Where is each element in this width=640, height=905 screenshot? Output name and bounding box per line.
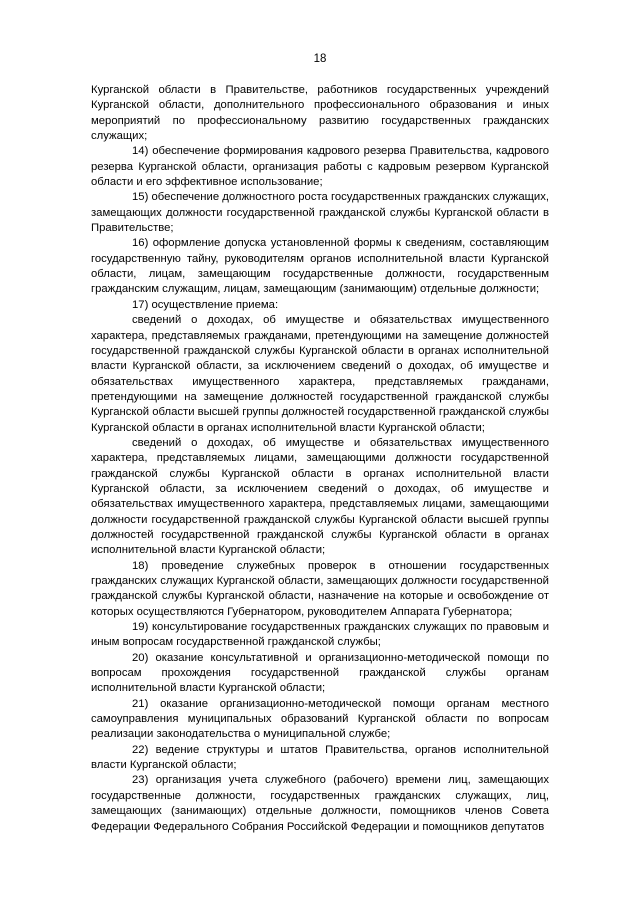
paragraph: 22) ведение структуры и штатов Правительства, органов исполнительной власти Курганской области; xyxy=(91,743,549,772)
paragraph: 20) оказание консультативной и организационно-методической помощи по вопросам прохождения государственной гражданской службы органам исполнительной власти Курганской области; xyxy=(91,651,549,695)
page-number: 18 xyxy=(313,53,327,65)
paragraph: 14) обеспечение формирования кадрового резерва Правительства, кадрового резерва Курганской области, организация работы с кадровым резервом Курганской области и его эффективное использование; xyxy=(91,145,549,189)
paragraph: 15) обеспечение должностного роста государственных гражданских служащих, замещающих должности государственной гражданской службы Курганской области в Правительстве; xyxy=(91,191,549,235)
paragraph: 17) осуществление приема: xyxy=(132,298,279,311)
paragraph: 23) организация учета служебного (рабочего) времени лиц, замещающих государственные должности, государственных гражданских служащих, лиц, замещающих (занимающих) отдельные должности, помощников членов Совета Федерации Федерального Собрания Российской Федерации и помощников депутатов xyxy=(91,774,549,833)
paragraph: 16) оформление допуска установленной формы к сведениям, составляющим государственную тайну, руководителям органов исполнительной власти Курганской области, лицам, замещающим государственные должности, государственным гражданским служащим, лицам, замещающим (занимающим) отдельные должности; xyxy=(91,237,549,296)
paragraph: 21) оказание организационно-методической помощи органам местного самоуправления муниципальных образований Курганской области по вопросам реализации законодательства о муниципальной службе; xyxy=(91,697,549,741)
paragraph: Курганской области в Правительстве, работников государственных учреждений Курганской области, дополнительного профессионального образования и иных мероприятий по профессиональному развитию государственных гражданских служащих; xyxy=(91,84,549,143)
document-body xyxy=(91,83,549,835)
paragraph: 19) консультирование государственных гражданских служащих по правовым и иным вопросам государственной гражданской службы; xyxy=(91,621,549,649)
paragraph: сведений о доходах, об имуществе и обязательствах имущественного характера, представляемых лицами, замещающими должности государственной гражданской службы Курганской области в органах исполнительной власти Курганской области, за исключением сведений о доходах, об имуществе и обязательствах имущественного характера, представляемых лицами, замещающими должности государственной гражданской службы Курганской области высшей группы должностей государственной гражданской службы Курганской области в органах исполнительной власти Курганской области; xyxy=(91,436,549,557)
paragraph: сведений о доходах, об имуществе и обязательствах имущественного характера, представляемых гражданами, претендующими на замещение должностей государственной гражданской службы Курганской области в органах исполнительной власти Курганской области, за исключением сведений о доходах, об имуществе и обязательствах имущественного характера, представляемых гражданами, претендующими на замещение должностей государственной гражданской службы Курганской области высшей группы должностей государственной гражданской службы Курганской области в органах исполнительной власти Курганской области; xyxy=(91,314,549,434)
paragraph: 18) проведение служебных проверок в отношении государственных гражданских служащих Курганской области, замещающих должности государственной гражданской службы Курганской области, назначение на которые и освобождение от которых осуществляются Губернатором, руководителем Аппарата Губернатора; xyxy=(91,559,549,618)
